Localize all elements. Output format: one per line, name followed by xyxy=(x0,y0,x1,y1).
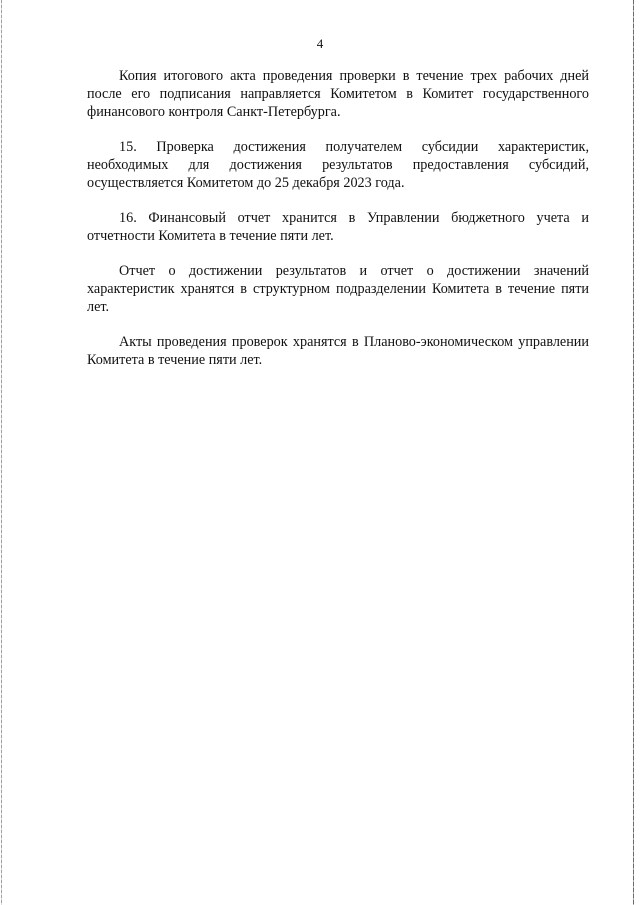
scan-edge-left xyxy=(1,0,2,905)
document-body xyxy=(87,67,589,386)
page-number: 4 xyxy=(316,36,324,51)
paragraph-15-verification: 15. Проверка достижения получателем субсидии характеристик, необходимых для достижения результатов предоставления субсидий, осуществляется Комитетом до 25 декабря 2023 года. xyxy=(87,139,589,191)
paragraph-inspection-acts-storage: Акты проведения проверок хранятся в Планово-экономическом управлении Комитета в течение пяти лет. xyxy=(87,334,589,368)
paragraph-16-financial-report: 16. Финансовый отчет хранится в Управлении бюджетного учета и отчетности Комитета в течение пяти лет. xyxy=(87,210,589,244)
scan-edge-right xyxy=(633,0,634,905)
paragraph-results-report-storage: Отчет о достижении результатов и отчет о достижении значений характеристик хранятся в структурном подразделении Комитета в течение пяти лет. xyxy=(87,263,589,315)
paragraph-copy-of-final-act: Копия итогового акта проведения проверки в течение трех рабочих дней после его подписания направляется Комитетом в Комитет государственного финансового контроля Санкт-Петербурга. xyxy=(87,68,589,120)
